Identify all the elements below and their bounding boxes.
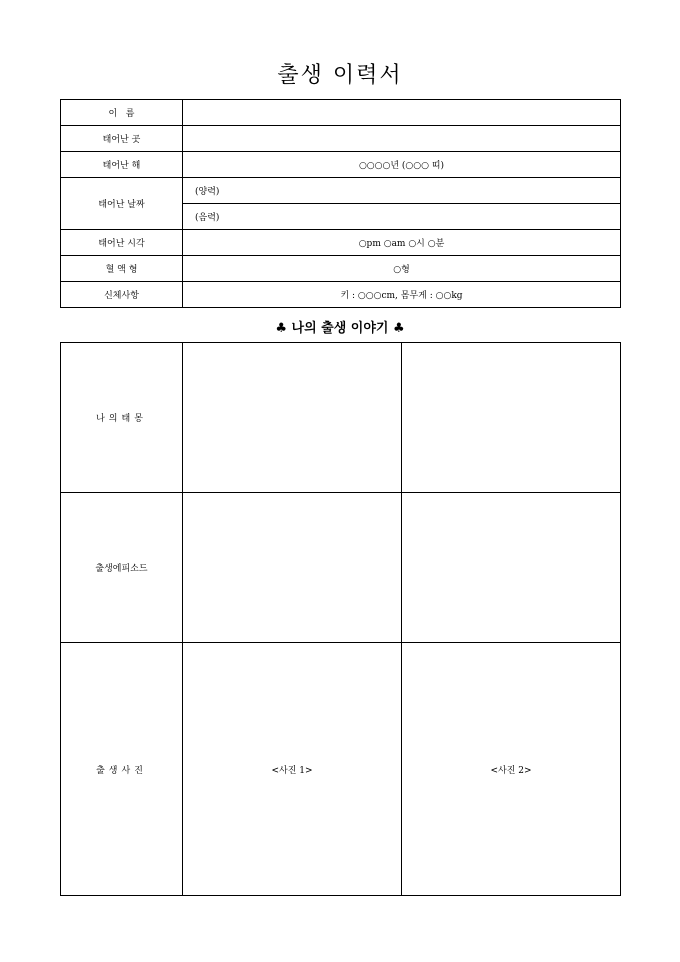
table-row xyxy=(61,256,621,282)
body-value[interactable]: 키 : ○○○cm, 몸무게 : ○○kg xyxy=(183,282,621,308)
table-row xyxy=(61,100,621,126)
birth-year-value[interactable]: ○○○○년 (○○○ 띠) xyxy=(183,152,621,178)
section-title: ♣ 나의 출생 이야기 ♣ xyxy=(275,321,405,336)
body-label: 신체사항 xyxy=(61,282,183,308)
name-label xyxy=(61,100,183,126)
birthplace-value[interactable] xyxy=(183,126,621,152)
photo-1-placeholder[interactable]: <사진 1> xyxy=(183,643,402,896)
table-row xyxy=(61,126,621,152)
table-row xyxy=(61,493,621,643)
dream-cell-1[interactable] xyxy=(183,343,402,493)
table-row xyxy=(61,282,621,308)
table-row xyxy=(61,343,621,493)
birth-date-label: 태어난 날짜 xyxy=(61,178,183,230)
birth-year-label: 태어난 해 xyxy=(61,152,183,178)
blood-type-label xyxy=(61,256,183,282)
episode-label: 출생에피소드 xyxy=(61,493,183,643)
birth-info-table xyxy=(60,99,621,308)
dream-label: 나의태몽 xyxy=(61,343,183,493)
birthplace-label: 태어난 곳 xyxy=(61,126,183,152)
name-value[interactable] xyxy=(183,100,621,126)
birth-date-solar[interactable]: (양력) xyxy=(183,178,621,204)
table-row xyxy=(61,230,621,256)
blood-type-value[interactable]: ○형 xyxy=(183,256,621,282)
episode-cell-1[interactable] xyxy=(183,493,402,643)
birth-story-table xyxy=(60,342,621,896)
table-row xyxy=(61,152,621,178)
dream-cell-2[interactable] xyxy=(402,343,621,493)
name-label-text: 이 름 xyxy=(108,109,135,119)
table-row xyxy=(61,178,621,204)
birth-time-value[interactable]: ○pm ○am ○시 ○분 xyxy=(183,230,621,256)
birth-time-label: 태어난 시각 xyxy=(61,230,183,256)
table-row xyxy=(61,643,621,896)
document-title: 출생 이력서 xyxy=(277,63,403,88)
photo-label: 출생사진 xyxy=(61,643,183,896)
birth-date-lunar[interactable]: (음력) xyxy=(183,204,621,230)
episode-cell-2[interactable] xyxy=(402,493,621,643)
blood-type-label-text: 혈 액 형 xyxy=(105,265,138,275)
photo-2-placeholder[interactable]: <사진 2> xyxy=(402,643,621,896)
